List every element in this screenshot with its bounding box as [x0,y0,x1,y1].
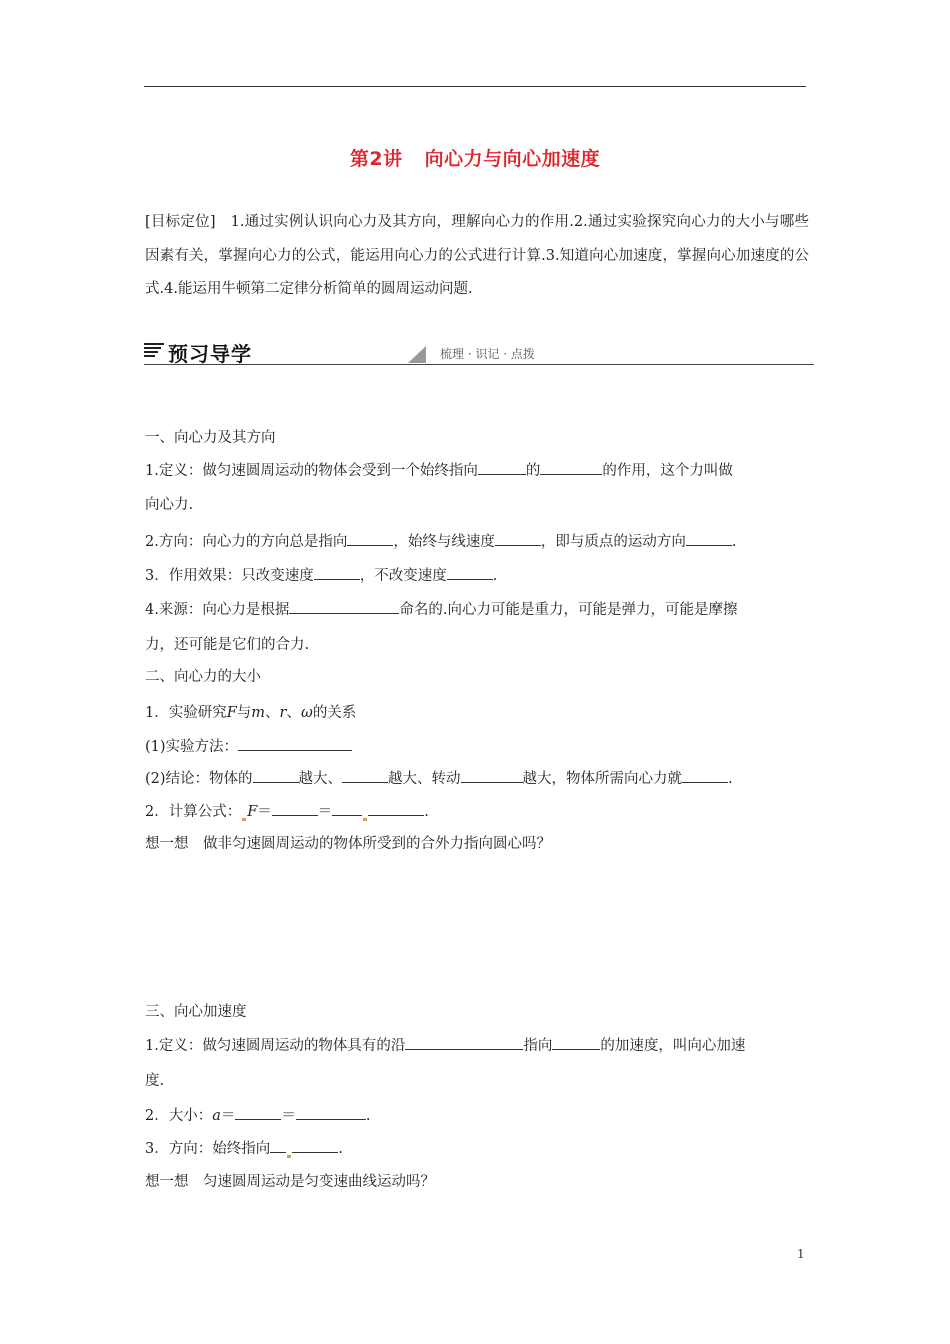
fill-blank[interactable] [478,460,526,475]
experiment-line: 1．实验研究F与m、r、ω的关系 [145,705,357,721]
direction-line: 2.方向：向心力的方向总是指向 ，始终与线速度 ，即与质点的运动方向 . [145,530,809,551]
accel-definition-line: 1.定义：做匀速圆周运动的物体具有的沿 指向 的加速度，叫向心加速 [145,1034,809,1055]
fill-blank[interactable] [447,565,493,580]
accel-direction-line: 3．方向：始终指向 . [145,1137,809,1158]
method-line: (1)实验方法： [145,735,809,756]
formula-line: 2．计算公式： F＝ ＝ . [145,800,809,821]
header-rule [144,86,806,87]
fill-blank[interactable] [292,1138,338,1153]
banner-rule [144,364,814,365]
effect-line: 3．作用效果：只改变速度 ，不改变速度 . [145,564,809,585]
lesson-topic: 向心力与向心加速度 [424,148,601,170]
lesson-title [0,144,950,171]
fill-blank[interactable] [368,801,424,816]
banner-subtitle: 梳理 · 识记 · 点拨 [440,347,535,361]
fill-blank[interactable] [253,768,299,783]
preview-banner [144,337,814,367]
source-line-cont: 力，还可能是它们的合力. [145,637,310,653]
fill-blank[interactable] [296,1105,366,1120]
stripes-icon [144,343,164,360]
fill-blank[interactable] [686,531,732,546]
section-heading: 二、向心力的大小 [145,669,261,685]
fill-blank[interactable] [540,460,602,475]
fill-blank[interactable] [342,768,388,783]
conclusion-line: (2)结论：物体的 越大、 越大、转动 越大，物体所需向心力就 . [145,767,809,788]
learning-objectives: [目标定位] 1.通过实例认识向心力及其方向，理解向心力的作用.2.通过实验探究向心力的大小与哪些因素有关，掌握向心力的公式，能运用向心力的公式进行计算.3.知道向心加速度，掌握向心加速度的公式.4.能运用牛顿第二定律分析简单的圆周运动问题. [145,214,809,297]
triangle-icon [408,346,426,363]
section-heading: 一、向心力及其方向 [145,430,276,446]
fill-blank[interactable] [347,531,393,546]
section-heading: 三、向心加速度 [145,1004,247,1020]
fill-blank[interactable] [238,736,352,751]
fill-blank[interactable] [495,531,541,546]
think-question: 想一想 做非匀速圆周运动的物体所受到的合外力指向圆心吗？ [145,836,551,852]
fill-blank[interactable] [270,1138,286,1153]
banner-label: 预习导学 [168,342,252,366]
accel-magnitude-line: 2．大小：a＝ ＝ . [145,1104,809,1125]
accel-definition-cont: 度. [145,1073,165,1089]
fill-blank[interactable] [332,801,362,816]
definition-line: 1.定义：做匀速圆周运动的物体会受到一个始终指向 的 的作用，这个力叫做 [145,459,809,480]
fill-blank[interactable] [289,599,399,614]
think-question: 想一想 匀速圆周运动是匀变速曲线运动吗？ [145,1174,435,1190]
fill-blank[interactable] [272,801,318,816]
lesson-number: 第2讲 [349,148,403,170]
fill-blank[interactable] [314,565,360,580]
source-line: 4.来源：向心力是根据 命名的.向心力可能是重力，可能是弹力，可能是摩擦 [145,598,809,619]
page-number: 1 [797,1247,805,1261]
fill-blank[interactable] [552,1035,600,1050]
fill-blank[interactable] [405,1035,523,1050]
fill-blank[interactable] [682,768,728,783]
fill-blank[interactable] [235,1105,281,1120]
fill-blank[interactable] [461,768,523,783]
definition-line-cont: 向心力. [145,497,194,513]
